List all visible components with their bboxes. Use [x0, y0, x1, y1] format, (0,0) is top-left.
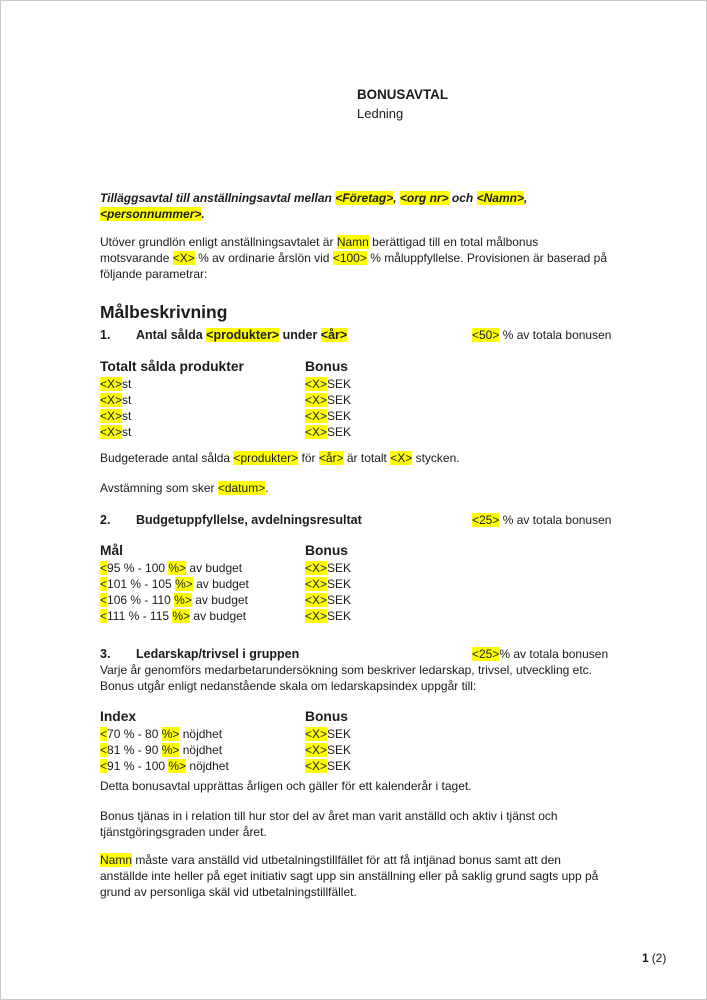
table-cell-bonus	[305, 408, 615, 424]
index-table-body	[100, 726, 615, 774]
highlighted-placeholder: <X>	[305, 425, 328, 439]
text-segment: Ledarskap/trivsel i gruppen	[136, 647, 300, 661]
index-table	[100, 708, 615, 774]
text-segment: Bonus tjänas in i relation till hur stor del av året man varit anställd och aktiv i tjänst och	[100, 809, 558, 823]
table-cell-bonus	[305, 726, 615, 742]
text-segment: av budget	[192, 577, 249, 591]
goals-heading: Målbeskrivning	[100, 302, 228, 322]
highlighted-placeholder: Namn	[100, 853, 133, 867]
text-segment: tjänstgöringsgraden under året.	[100, 825, 267, 839]
index-table-header	[100, 708, 615, 726]
section-number-3: 3.	[100, 647, 111, 661]
text-segment: Detta bonusavtal upprättas årligen och gäller för ett kalenderår i taget.	[100, 779, 472, 793]
column-header-bonus: Bonus	[305, 709, 348, 724]
section-share-1	[472, 327, 611, 343]
sales-table	[100, 358, 615, 440]
sales-table-header	[100, 358, 615, 376]
intro-paragraph	[100, 234, 615, 282]
text-segment: SEK	[327, 577, 352, 591]
table-cell-bonus	[305, 758, 615, 774]
text-segment: st	[122, 425, 132, 439]
highlighted-placeholder: <X>	[100, 409, 123, 423]
text-segment: Budgeterade antal sålda	[100, 451, 234, 465]
page-number	[642, 951, 666, 965]
highlighted-placeholder: %>	[174, 593, 192, 607]
column-header-bonus: Bonus	[305, 359, 348, 374]
highlighted-placeholder: <personnummer>	[100, 207, 202, 221]
highlighted-placeholder: <X>	[305, 593, 328, 607]
highlighted-placeholder: <	[100, 561, 108, 575]
section-share-2	[472, 512, 611, 528]
text-segment: .	[265, 481, 269, 495]
table-cell-range	[100, 758, 305, 774]
highlighted-placeholder: %>	[175, 577, 193, 591]
table-cell-range	[100, 592, 305, 608]
highlighted-placeholder: <Namn>	[476, 191, 524, 205]
text-segment: % av ordinarie årslön vid	[194, 251, 333, 265]
text-segment: st	[122, 409, 132, 423]
text-segment: nöjdhet	[179, 727, 223, 741]
page-number-total: (2)	[651, 951, 667, 965]
highlighted-placeholder: <X>	[172, 251, 195, 265]
table-cell-bonus	[305, 392, 615, 408]
text-segment: Tilläggsavtal till anställningsavtal mellan	[100, 191, 336, 205]
column-header-bonus: Bonus	[305, 543, 348, 558]
highlighted-placeholder: <X>	[305, 609, 328, 623]
highlighted-placeholder: <X>	[100, 393, 123, 407]
text-segment: ,	[523, 191, 528, 205]
text-segment: är totalt	[343, 451, 391, 465]
highlighted-placeholder: <	[100, 593, 108, 607]
table-cell-quantity	[100, 392, 305, 408]
highlighted-placeholder: <	[100, 743, 108, 757]
highlighted-placeholder: %>	[168, 759, 187, 773]
section-title-2	[136, 513, 362, 527]
text-segment: SEK	[327, 393, 352, 407]
table-cell-range	[100, 742, 305, 758]
text-segment: 91 % - 100	[107, 759, 169, 773]
highlighted-placeholder: <X>	[100, 377, 123, 391]
text-segment: Varje år genomförs medarbetarundersökning som beskriver ledarskap, trivsel, utveckling etc.	[100, 663, 592, 677]
table-row	[100, 560, 615, 576]
highlighted-placeholder: <år>	[320, 328, 348, 342]
table-row	[100, 726, 615, 742]
text-segment: för	[298, 451, 319, 465]
text-segment: nöjdhet	[186, 759, 229, 773]
table-cell-range	[100, 608, 305, 624]
text-segment: 70 % - 80	[107, 727, 162, 741]
text-segment: anställde inte heller på eget initiativ sagt upp sin anställning eller på saklig grund sagts upp på	[100, 869, 599, 883]
text-segment: SEK	[327, 609, 352, 623]
highlighted-placeholder: <X>	[305, 393, 328, 407]
text-segment: % måluppfyllelse. Provisionen är baserad på	[366, 251, 607, 265]
highlighted-placeholder: <	[100, 759, 108, 773]
table-cell-bonus	[305, 424, 615, 440]
text-segment: Budgetuppfyllelse, avdelningsresultat	[136, 513, 362, 527]
highlighted-placeholder: <	[100, 577, 108, 591]
text-segment: st	[122, 377, 132, 391]
text-segment: 81 % - 90	[107, 743, 162, 757]
column-header-products: Totalt sålda produkter	[100, 359, 244, 374]
text-segment: Bonus utgår enligt nedanstående skala om ledarskapsindex uppgår till:	[100, 679, 477, 693]
section-number-2: 2.	[100, 513, 111, 527]
section-heading-3	[100, 646, 615, 662]
closing-paragraph-2	[100, 808, 615, 840]
text-segment: SEK	[327, 727, 352, 741]
doc-title: BONUSAVTAL	[357, 87, 448, 102]
text-segment: Utöver grundlön enligt anställningsavtalet är	[100, 235, 337, 249]
budget-table	[100, 542, 615, 624]
highlighted-placeholder: <datum>	[217, 481, 266, 495]
text-segment: berättigad till en total målbonus	[368, 235, 539, 249]
text-segment: SEK	[327, 409, 352, 423]
table-row	[100, 576, 615, 592]
section-3-body	[100, 662, 615, 694]
text-segment: grund av personliga skäl vid utbetalningstillfället.	[100, 885, 357, 899]
table-cell-bonus	[305, 742, 615, 758]
text-segment: av budget	[190, 609, 247, 623]
text-segment: under	[279, 328, 321, 342]
text-segment: SEK	[327, 561, 352, 575]
highlighted-placeholder: %>	[161, 727, 180, 741]
highlighted-placeholder: <25>	[472, 513, 500, 527]
table-cell-range	[100, 726, 305, 742]
highlighted-placeholder: <X>	[305, 577, 328, 591]
highlighted-placeholder: <produkter>	[206, 328, 280, 342]
table-row	[100, 608, 615, 624]
agreement-paragraph	[100, 190, 615, 222]
table-cell-bonus	[305, 560, 615, 576]
table-cell-bonus	[305, 376, 615, 392]
table-row	[100, 392, 615, 408]
text-segment: av budget	[186, 561, 243, 575]
budgeted-paragraph	[100, 450, 615, 466]
text-segment: SEK	[327, 377, 352, 391]
highlighted-placeholder: %>	[172, 609, 191, 623]
highlighted-placeholder: <X>	[305, 743, 328, 757]
column-header-goal: Mål	[100, 543, 123, 558]
table-row	[100, 592, 615, 608]
highlighted-placeholder: <org nr>	[399, 191, 449, 205]
table-row	[100, 758, 615, 774]
text-segment: SEK	[327, 425, 352, 439]
page-number-current: 1	[642, 951, 649, 965]
text-segment: motsvarande	[100, 251, 173, 265]
highlighted-placeholder: <25>	[472, 647, 500, 661]
highlighted-placeholder: <X>	[305, 409, 328, 423]
section-heading-1	[100, 327, 615, 343]
highlighted-placeholder: <X>	[305, 377, 328, 391]
highlighted-placeholder: <år>	[318, 451, 344, 465]
text-segment: 111 % - 115	[107, 609, 173, 623]
closing-paragraph-3	[100, 852, 615, 900]
text-segment: st	[122, 393, 132, 407]
text-segment: 106 % - 110	[107, 593, 175, 607]
section-title-3	[136, 647, 299, 661]
highlighted-placeholder: <Företag>	[335, 191, 394, 205]
document-content	[100, 1, 615, 912]
highlighted-placeholder: <X>	[305, 561, 328, 575]
text-segment: ,	[393, 191, 400, 205]
text-segment: måste vara anställd vid utbetalningstillfället för att få intjänad bonus samt att den	[132, 853, 561, 867]
text-segment: % av totala bonusen	[499, 647, 609, 661]
text-segment: SEK	[327, 759, 352, 773]
highlighted-placeholder: <X>	[305, 727, 328, 741]
highlighted-placeholder: <100>	[332, 251, 367, 265]
table-cell-range	[100, 560, 305, 576]
section-heading-2	[100, 512, 615, 528]
table-cell-bonus	[305, 608, 615, 624]
table-row	[100, 424, 615, 440]
highlighted-placeholder: <	[100, 609, 108, 623]
text-segment: % av totala bonusen	[499, 513, 612, 527]
text-segment: nöjdhet	[179, 743, 223, 757]
sales-table-body	[100, 376, 615, 440]
reconciliation-paragraph	[100, 480, 615, 496]
highlighted-placeholder: Namn	[336, 235, 369, 249]
text-segment: stycken.	[412, 451, 460, 465]
table-cell-bonus	[305, 592, 615, 608]
table-cell-bonus	[305, 576, 615, 592]
highlighted-placeholder: <	[100, 727, 108, 741]
section-number-1: 1.	[100, 328, 111, 342]
title-block	[357, 85, 615, 123]
table-row	[100, 742, 615, 758]
table-row	[100, 376, 615, 392]
table-cell-quantity	[100, 424, 305, 440]
doc-subtitle: Ledning	[357, 106, 404, 121]
text-segment: 101 % - 105	[107, 577, 176, 591]
text-segment: Antal sålda	[136, 328, 207, 342]
section-share-3	[472, 646, 608, 662]
text-segment: .	[201, 207, 205, 221]
text-segment: SEK	[327, 593, 352, 607]
text-segment: Avstämning som sker	[100, 481, 218, 495]
table-cell-range	[100, 576, 305, 592]
highlighted-placeholder: <X>	[390, 451, 413, 465]
highlighted-placeholder: <X>	[305, 759, 328, 773]
budget-table-body	[100, 560, 615, 624]
table-cell-quantity	[100, 376, 305, 392]
closing-paragraph-1	[100, 778, 615, 794]
column-header-index: Index	[100, 709, 137, 724]
text-segment: SEK	[327, 743, 352, 757]
budget-table-header	[100, 542, 615, 560]
table-row	[100, 408, 615, 424]
section-title-1	[136, 328, 347, 342]
table-cell-quantity	[100, 408, 305, 424]
highlighted-placeholder: <X>	[100, 425, 123, 439]
highlighted-placeholder: %>	[168, 561, 187, 575]
text-segment: av budget	[191, 593, 248, 607]
highlighted-placeholder: <produkter>	[233, 451, 299, 465]
highlighted-placeholder: <50>	[472, 328, 500, 342]
highlighted-placeholder: %>	[161, 743, 180, 757]
text-segment: % av totala bonusen	[499, 328, 612, 342]
text-segment: 95 % - 100	[107, 561, 169, 575]
text-segment: följande parametrar:	[100, 267, 208, 281]
text-segment: och	[448, 191, 477, 205]
